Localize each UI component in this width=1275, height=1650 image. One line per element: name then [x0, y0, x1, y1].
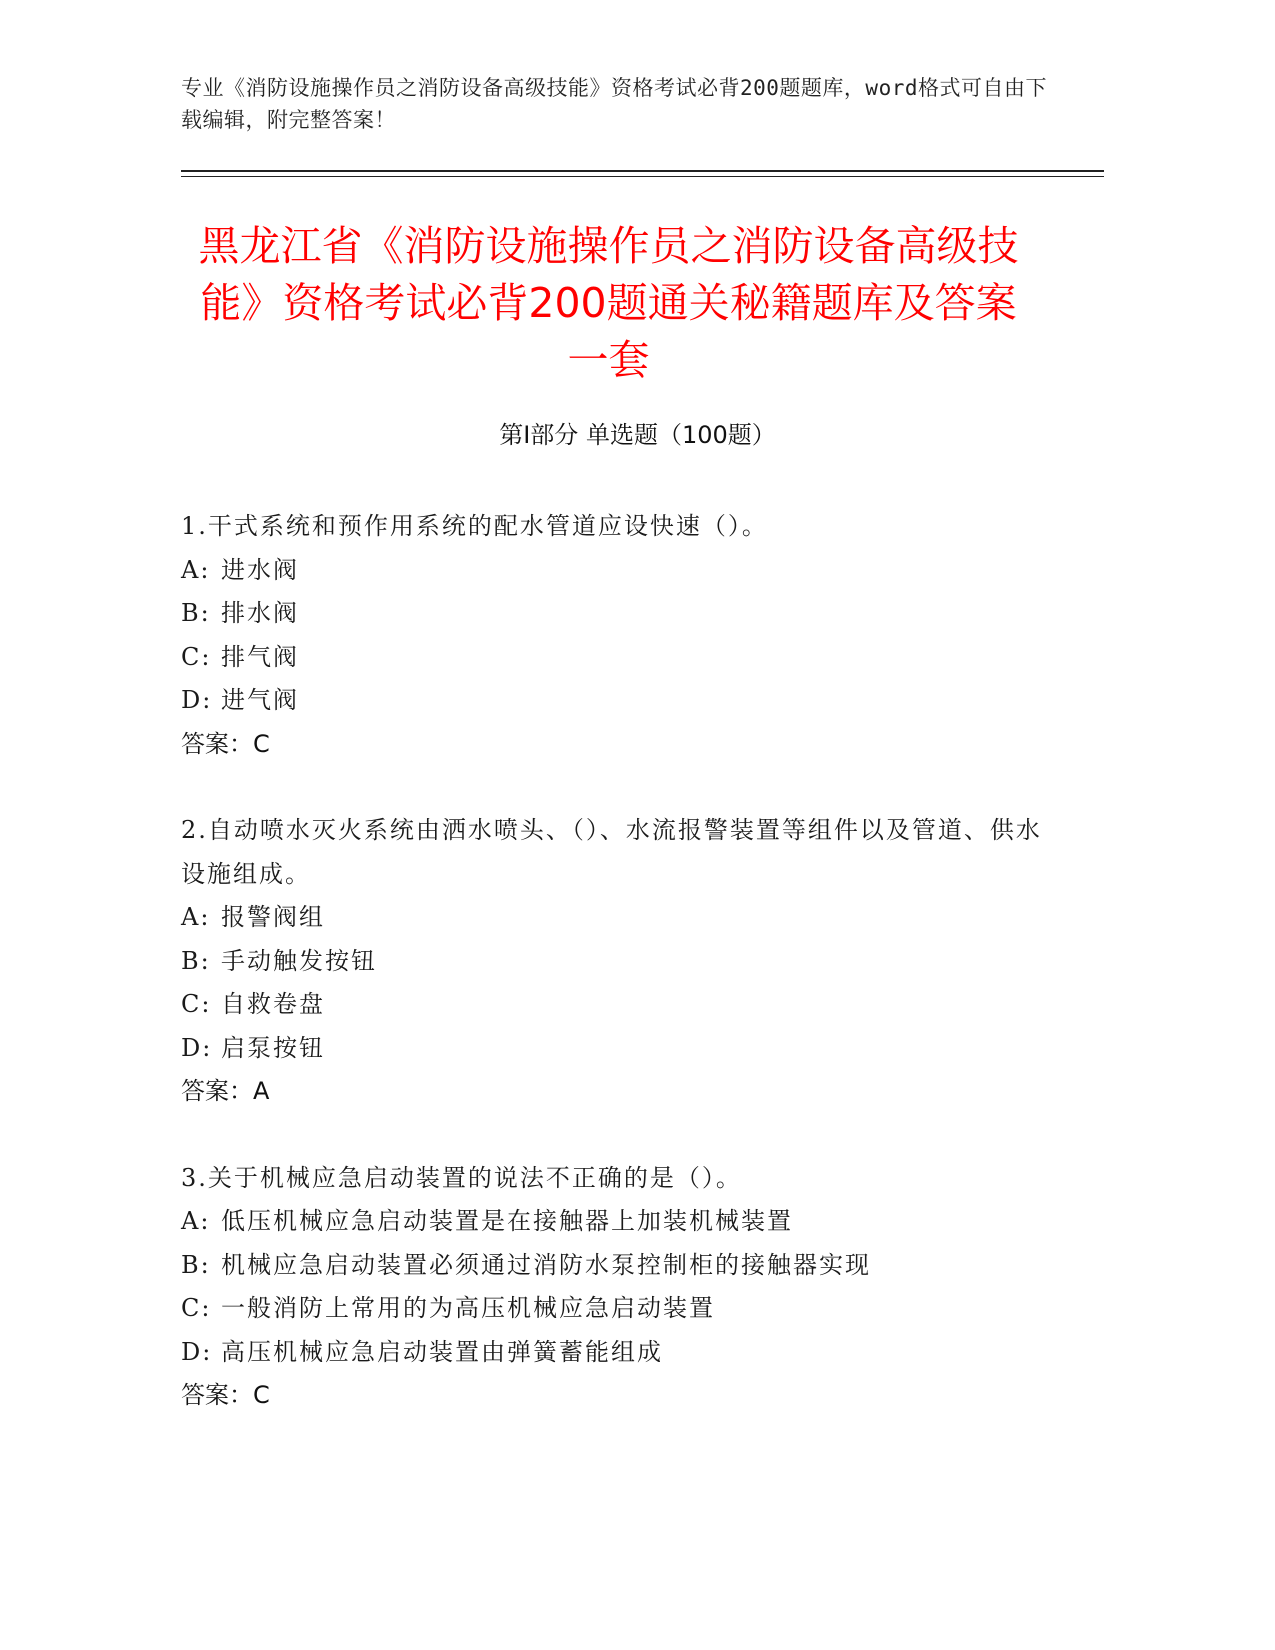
option-text: 启泵按钮 [221, 1033, 325, 1062]
option-letter: D: [181, 686, 213, 714]
option-text: 低压机械应急启动装置是在接触器上加装机械装置 [221, 1207, 793, 1235]
option-text: 手动触发按钮 [221, 946, 377, 975]
option-letter: B: [181, 1250, 211, 1279]
option-d [181, 1027, 1051, 1071]
option-letter: A: [181, 903, 211, 931]
option-a [181, 549, 1051, 593]
option-text: 高压机械应急启动装置由弹簧蓄能组成 [221, 1337, 663, 1366]
option-text: 一般消防上常用的为高压机械应急启动装置 [221, 1294, 715, 1322]
question-item [181, 505, 1051, 766]
option-text: 排水阀 [221, 599, 299, 627]
question-item [181, 809, 1051, 1114]
answer-line: 答案：A [181, 1077, 270, 1105]
option-b [181, 1244, 1051, 1288]
document-title: 黑龙江省《消防设施操作员之消防设备高级技能》资格考试必背200题通关秘籍题库及答案一套 [198, 222, 1019, 384]
option-letter: A: [181, 555, 211, 584]
header-divider-thick [181, 170, 1104, 172]
option-c [181, 1287, 1051, 1331]
option-c [181, 636, 1051, 680]
option-letter: C: [181, 1294, 212, 1322]
question-stem: 1.干式系统和预作用系统的配水管道应设快速（）。 [181, 512, 768, 540]
question-list [181, 505, 1051, 1461]
option-c [181, 983, 1051, 1027]
option-letter: A: [181, 1207, 211, 1235]
option-b [181, 940, 1051, 984]
option-b [181, 592, 1051, 636]
option-d [181, 679, 1051, 723]
header-divider-thin [181, 176, 1104, 177]
question-stem: 3.关于机械应急启动装置的说法不正确的是（）。 [181, 1163, 742, 1192]
option-text: 自救卷盘 [221, 990, 325, 1018]
answer-line: 答案：C [181, 729, 270, 758]
option-letter: C: [181, 642, 212, 671]
option-text: 进水阀 [221, 555, 299, 584]
option-text: 进气阀 [221, 686, 299, 714]
option-a [181, 1200, 1051, 1244]
option-letter: B: [181, 599, 211, 627]
option-text: 机械应急启动装置必须通过消防水泵控制柜的接触器实现 [221, 1250, 871, 1279]
option-d [181, 1331, 1051, 1375]
option-letter: D: [181, 1337, 213, 1366]
option-letter: B: [181, 946, 211, 975]
section-heading: 第Ⅰ部分 单选题（100题） [499, 421, 776, 449]
header-note: 专业《消防设施操作员之消防设备高级技能》资格考试必背200题题库，word格式可自由下载编辑，附完整答案！ [181, 76, 1047, 132]
option-letter: D: [181, 1033, 213, 1062]
question-item [181, 1157, 1051, 1418]
option-letter: C: [181, 990, 212, 1018]
answer-line: 答案：C [181, 1381, 270, 1409]
option-text: 报警阀组 [221, 903, 325, 931]
question-stem: 2.自动喷水灭火系统由洒水喷头、（）、水流报警装置等组件以及管道、供水设施组成。 [181, 816, 1042, 888]
option-text: 排气阀 [221, 642, 299, 671]
option-a [181, 896, 1051, 940]
